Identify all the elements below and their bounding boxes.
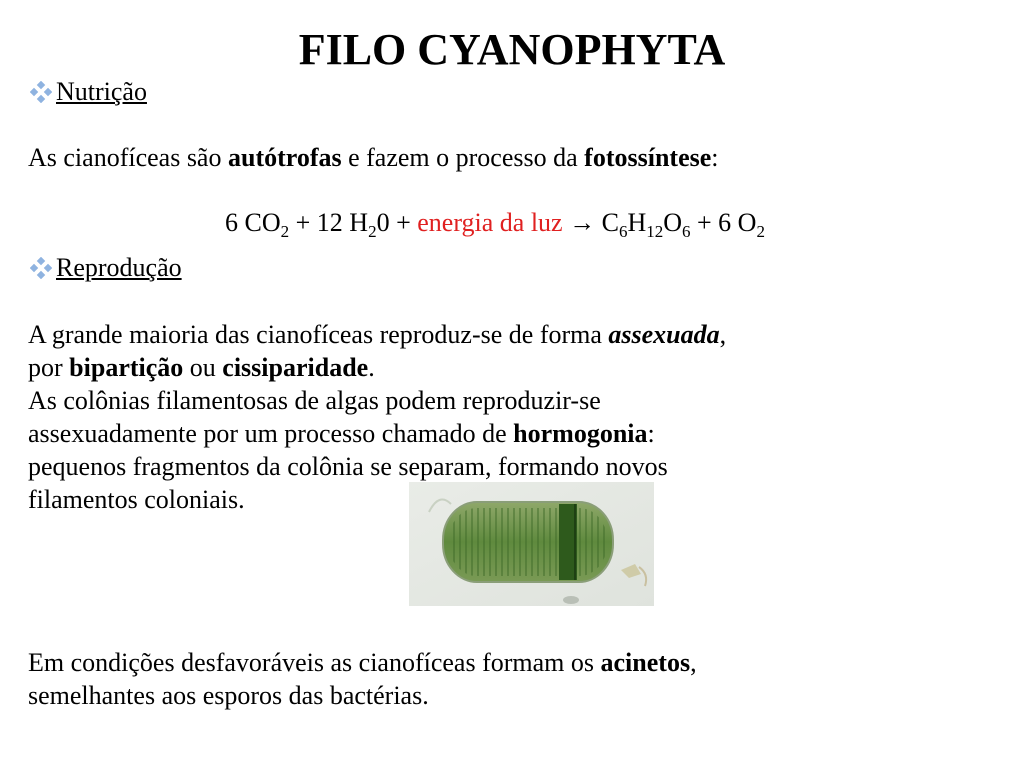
bullet-reproducao — [30, 252, 182, 284]
text-line: semelhantes aos esporos das bactérias. — [28, 681, 429, 710]
text-line — [28, 318, 726, 351]
eq-part: + 6 O — [690, 208, 757, 237]
eq-subscript: 2 — [280, 222, 290, 241]
text-span: A grande maioria das cianofíceas reproduz-se de forma — [28, 320, 609, 349]
text-span: . — [368, 353, 375, 382]
eq-part: → C — [562, 208, 619, 237]
cyanobacteria-micrograph — [409, 482, 654, 606]
eq-subscript: 6 — [682, 222, 691, 241]
text-span: Em condições desfavoráveis as cianofíceas formam os — [28, 648, 601, 677]
text-line: filamentos coloniais. — [28, 485, 245, 514]
text-span: : — [711, 143, 719, 172]
text-line: pequenos fragmentos da colônia se separam, formando novos — [28, 452, 668, 481]
eq-subscript: 2 — [368, 222, 377, 241]
page-title: FILO CYANOPHYTA — [298, 25, 726, 74]
text-span: , — [690, 648, 697, 677]
paragraph-acinetos — [28, 646, 697, 712]
diamond-bullet-icon — [30, 257, 52, 279]
text-line: As colônias filamentosas de algas podem reproduzir-se — [28, 386, 601, 415]
eq-part: + 12 H — [289, 208, 369, 237]
bold-term-autotrofas: autótrofas — [227, 143, 342, 172]
eq-part: O — [663, 208, 683, 237]
eq-subscript: 12 — [646, 222, 664, 241]
text-span: por — [28, 353, 70, 382]
text-span: e fazem o processo da — [341, 143, 585, 172]
eq-subscript: 6 — [618, 222, 628, 241]
eq-part: H — [627, 208, 647, 237]
text-line — [28, 417, 726, 450]
text-span: As cianofíceas são — [28, 143, 228, 172]
bold-term-hormogonia: hormogonia — [513, 419, 648, 448]
text-span: , — [719, 320, 727, 349]
bold-italic-term-assexuada: assexuada — [608, 320, 720, 349]
eq-part: 0 + — [376, 208, 418, 237]
bold-term-fotossintese: fotossíntese — [584, 143, 712, 172]
eq-part: 6 CO — [225, 208, 281, 237]
bullet-label-nutricao: Nutrição — [56, 77, 147, 106]
bold-term-acinetos: acinetos — [600, 648, 691, 677]
eq-subscript: 2 — [756, 222, 765, 241]
diamond-bullet-icon — [30, 81, 52, 103]
paragraph-nutricao — [28, 141, 719, 174]
text-line — [28, 351, 726, 384]
bullet-nutricao — [30, 76, 147, 108]
bold-term-biparticao: bipartição — [69, 353, 184, 382]
bullet-label-reproducao: Reprodução — [56, 253, 182, 282]
text-span: ou — [183, 353, 223, 382]
text-span: assexuadamente por um processo chamado de — [28, 419, 514, 448]
bold-term-cissiparidade: cissiparidade — [222, 353, 369, 382]
text-span: : — [647, 419, 655, 448]
eq-energy-text: energia da luz — [417, 208, 563, 237]
photosynthesis-equation — [0, 206, 990, 240]
text-line — [28, 646, 697, 679]
